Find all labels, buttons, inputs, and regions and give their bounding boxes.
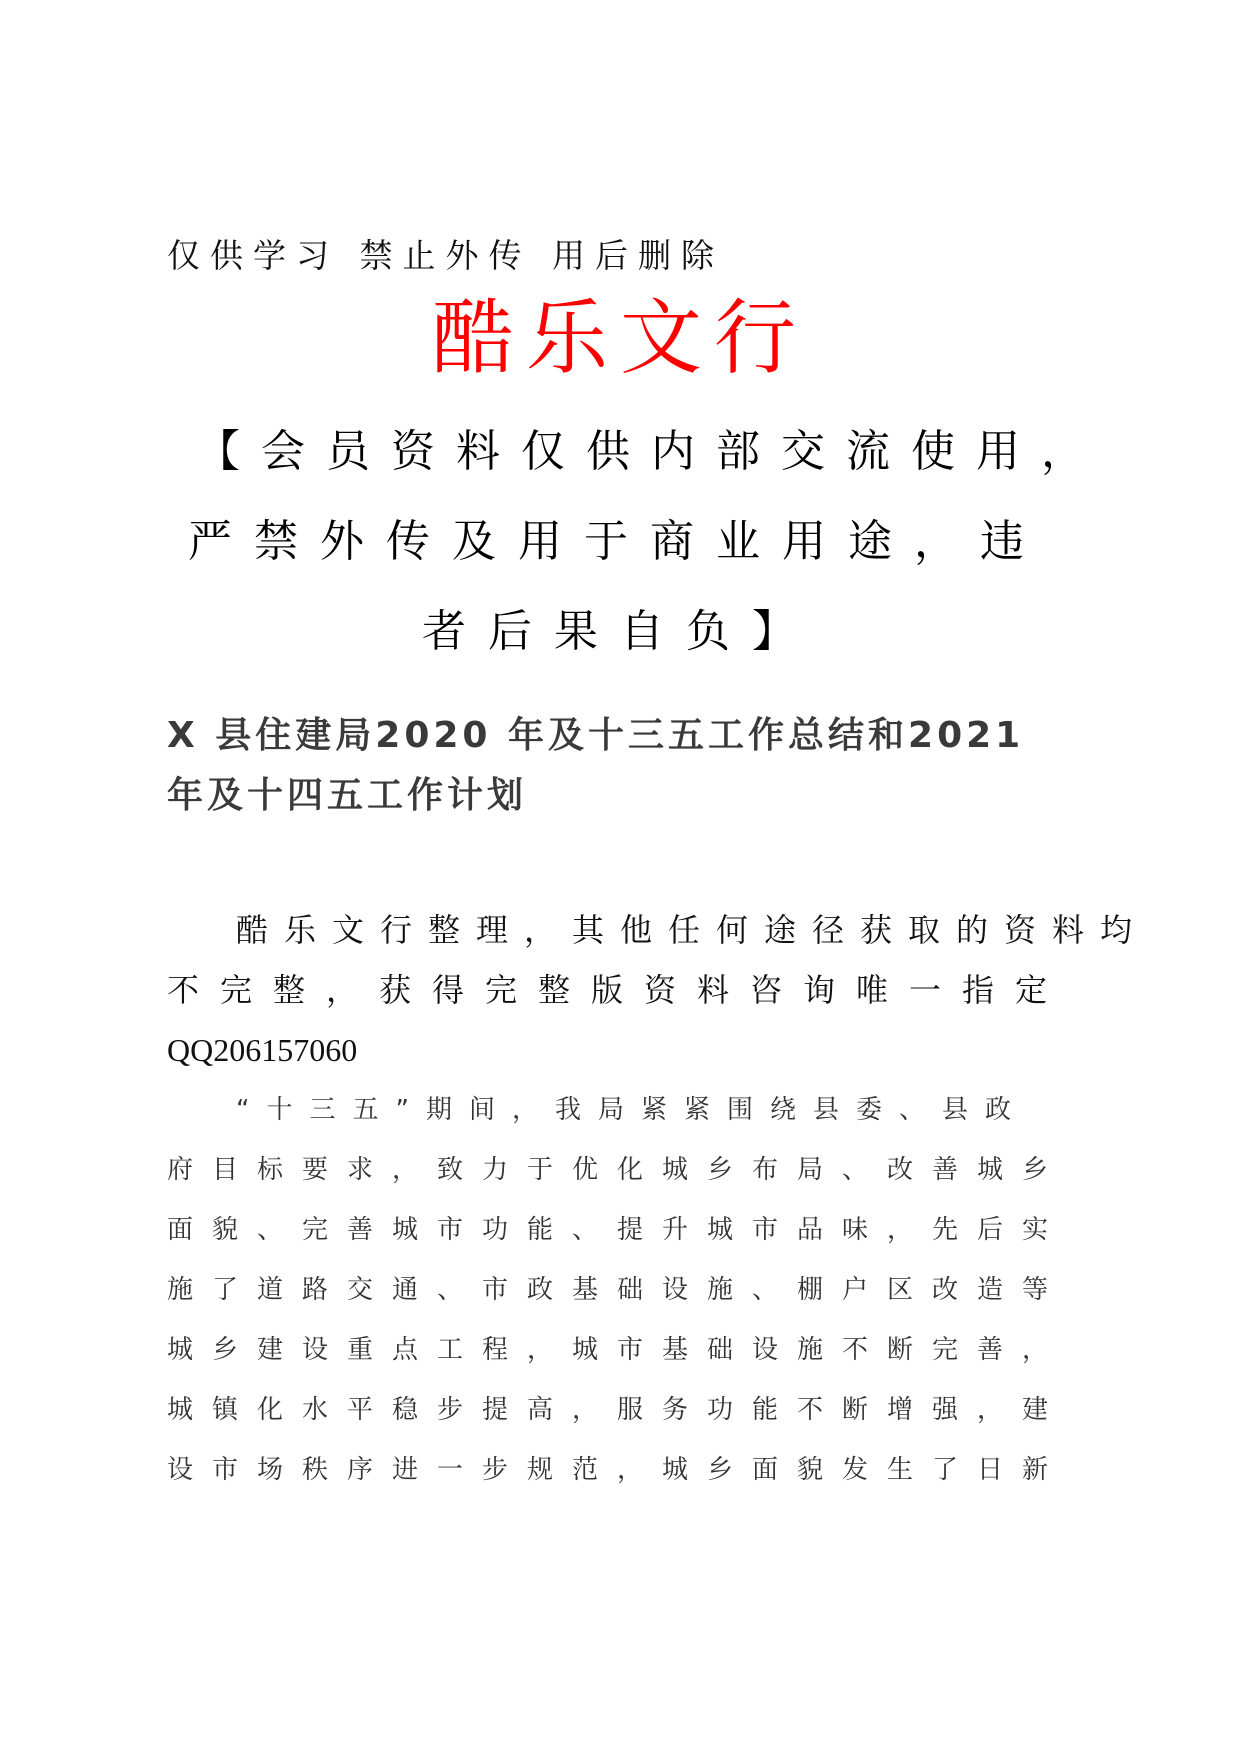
usage-notice: 仅供学习 禁止外传 用后删除: [167, 236, 724, 275]
body-paragraph-line: 施了道路交通、市政基础设施、棚户区改造等: [167, 1275, 1068, 1305]
brand-title: 酷乐文行: [431, 291, 808, 386]
body-paragraph-line: “十三五”期间，我局紧紧围绕县委、县政: [236, 1095, 1028, 1125]
body-paragraph-line: 城镇化水平稳步提高，服务功能不断增强，建: [167, 1395, 1068, 1425]
body-paragraph-line: 府目标要求，致力于优化城乡布局、改善城乡: [167, 1155, 1068, 1185]
body-paragraph-line: 面貌、完善城市功能、提升城市品味，先后实: [167, 1215, 1068, 1245]
intro-contact-qq: QQ206157060: [167, 1032, 358, 1068]
body-paragraph-line: 设市场秩序进一步规范，城乡面貌发生了日新: [167, 1455, 1068, 1485]
member-notice-line-3: 者后果自负】: [422, 606, 818, 657]
member-notice-line-1: 【会员资料仅供内部交流使用，: [196, 426, 1106, 477]
document-title-line-1: X 县住建局2020 年及十三五工作总结和2021: [167, 715, 1025, 756]
intro-line-2: 不完整，获得完整版资料咨询唯一指定: [167, 971, 1069, 1009]
intro-line-1: 酷乐文行整理，其他任何途径获取的资料均: [236, 911, 1149, 949]
body-paragraph-line: 城乡建设重点工程，城市基础设施不断完善，: [167, 1335, 1068, 1365]
document-title-line-2: 年及十四五工作计划: [167, 775, 528, 816]
member-notice-line-2: 严禁外传及用于商业用途，违: [188, 516, 1046, 567]
